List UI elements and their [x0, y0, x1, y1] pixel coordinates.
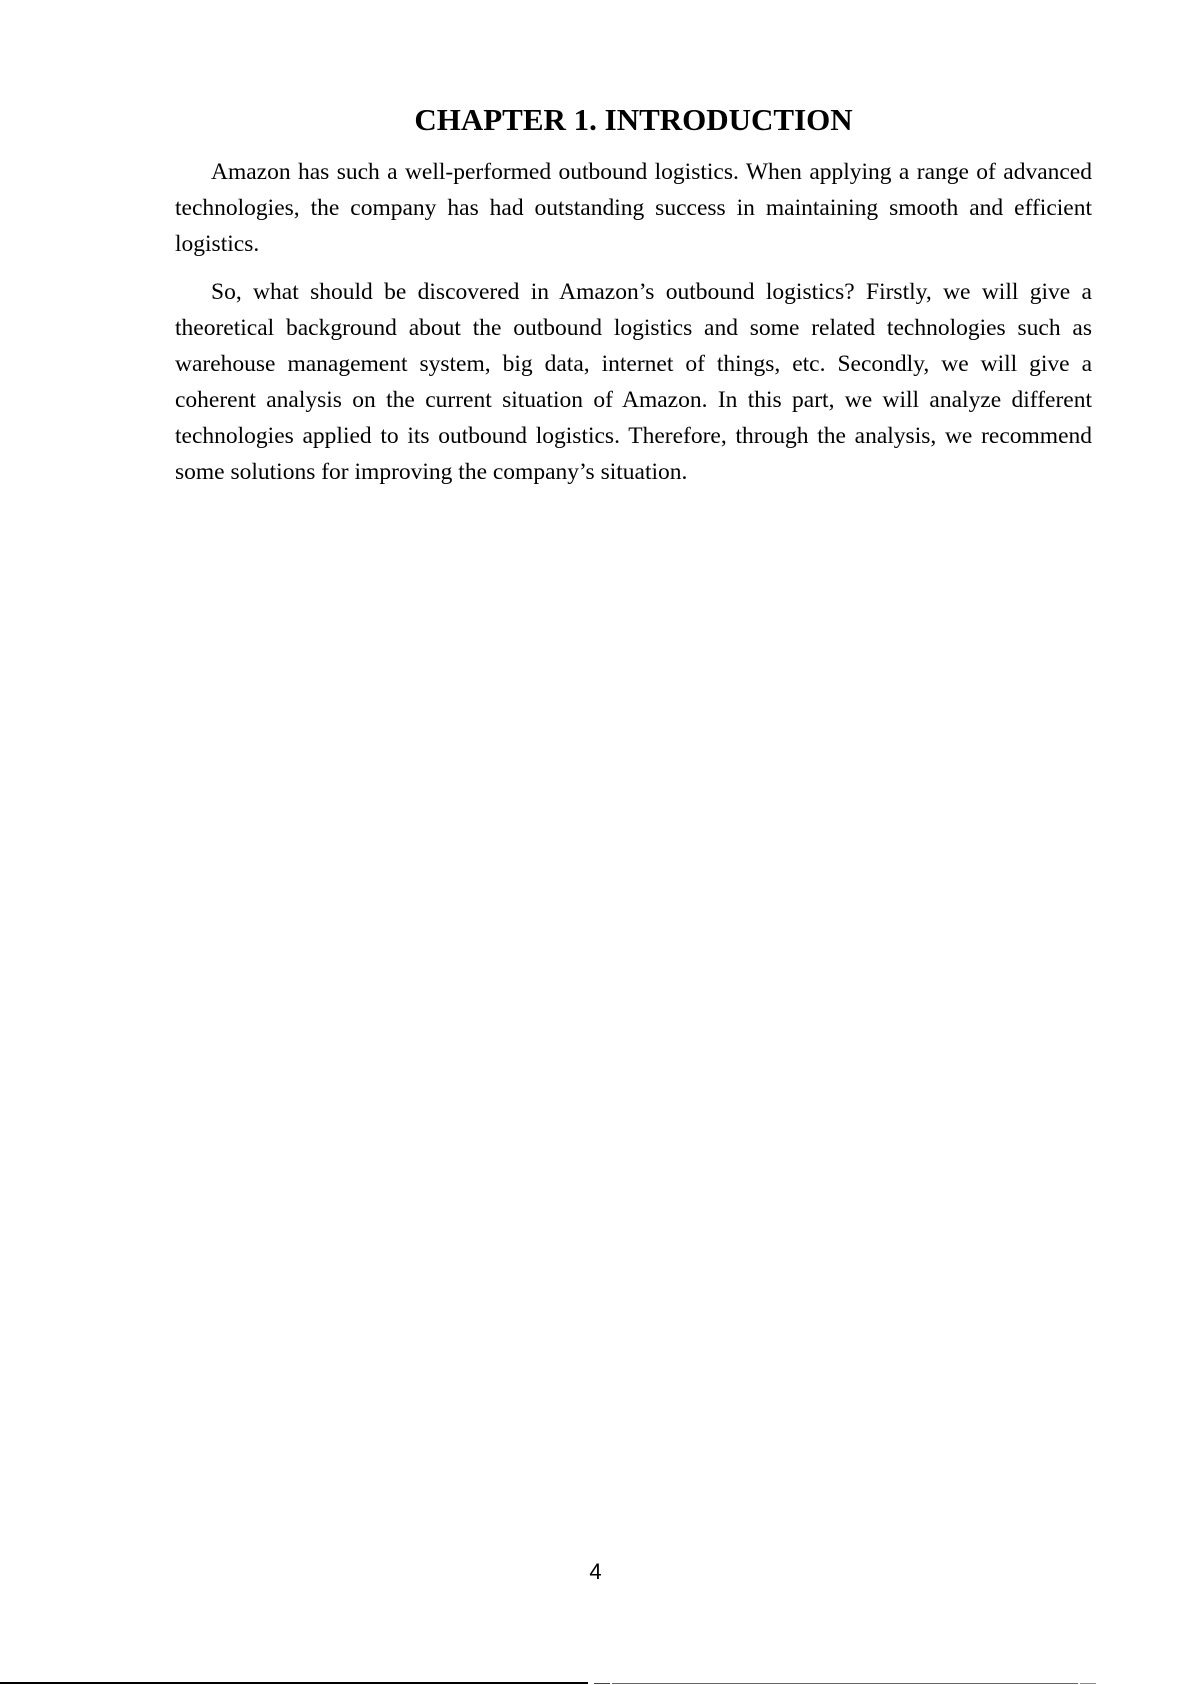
page-content — [175, 100, 1092, 502]
bottom-edge-line-end — [1080, 1683, 1096, 1684]
paragraph-1: Amazon has such a well-performed outbound logistics. When applying a range of advanced technologies, the company has had outstanding success in maintaining smooth and efficient logistics. — [175, 159, 1092, 257]
bottom-edge-line-right — [612, 1683, 1078, 1684]
page-number: 4 — [589, 1559, 602, 1584]
bottom-edge-line-left — [0, 1682, 588, 1684]
chapter-title: CHAPTER 1. INTRODUCTION — [414, 102, 853, 137]
bottom-edge-line-mid — [594, 1683, 610, 1684]
paragraph-2: So, what should be discovered in Amazon’s outbound logistics? Firstly, we will give a theoretical background about the outbound logistics and some related technologies such as warehouse management system, big data, internet of things, etc. Secondly, we will give a coherent analysis on the current situation of Amazon. In this part, we will analyze different technologies applied to its outbound logistics. Therefore, through the analysis, we recommend some solutions for improving the company’s situation. — [175, 279, 1092, 485]
